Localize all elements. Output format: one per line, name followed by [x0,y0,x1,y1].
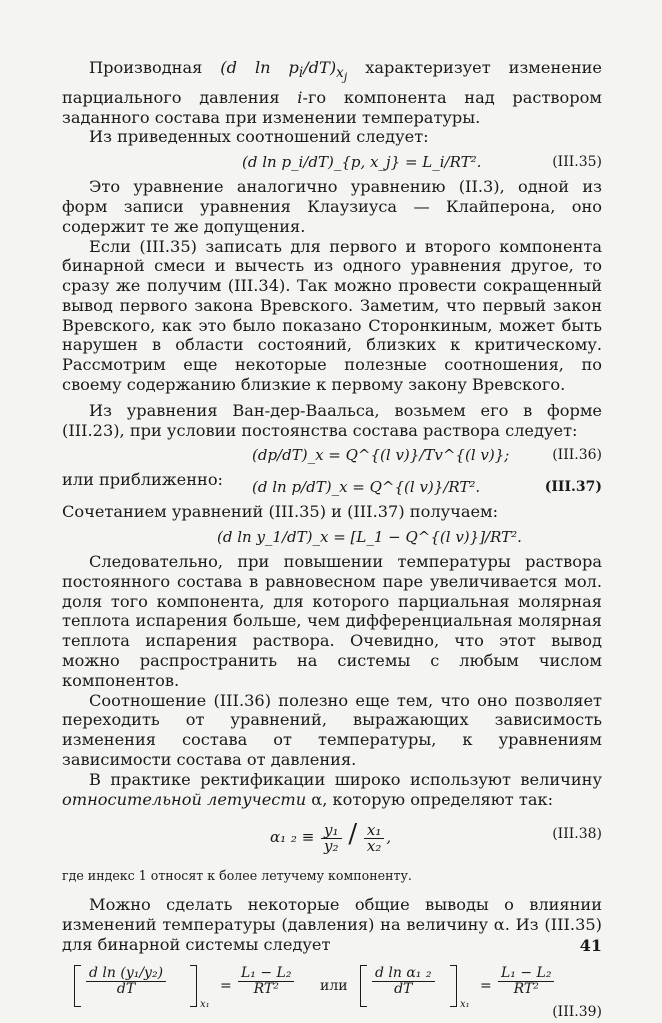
paragraph-van-der-waals: Из уравнения Ван-дер-Ваальса, возьмем его в форме (III.23), при условии постоянства состава раствора следует: [62,400,602,440]
denominator: dT [394,980,413,997]
slash: / [348,819,358,850]
paragraph-relation-36: Соотношение (III.36) полезно еще тем, что оно позволяет переходить от уравнений, выражающих зависимость изменения состава от температуры, к уравнениям зависимости состава от давления. [62,690,602,770]
paragraph-clausius: Это уравнение аналогично уравнению (II.3), одной из форм записи уравнения Клаузиуса — Клайперона, оно содержит те же допущения. [62,177,602,236]
fraction-y [321,820,342,855]
denominator: y₂ [324,836,339,855]
fraction-rhs-2 [498,966,554,997]
right-bracket [450,965,457,1007]
denominator: RT² [253,980,279,997]
inline-formula: (d $\ln p_i/dT)_{x_j}$ [220,58,348,84]
subscript: x₁ [200,998,210,1010]
fraction-lhs-2 [372,966,435,997]
emphasis-term: относительной летучести [62,789,307,809]
conjunction: или [320,977,348,994]
numerator: y₁ [321,823,342,839]
equation-36 [62,442,602,468]
equation-body: (d ln p/dT)_x = Q^{(l v)}/RT². [252,478,481,497]
equation-39 [62,963,602,1021]
text-run: Производная [89,58,221,77]
equation-number: (III.38) [552,826,602,843]
equation-body: α₁ ₂ ≡ $\frac{\text{y₁}}{\text{y₂}}$ / $\frac{\text{x₁}}{\text{x₂}}$ , [270,819,392,855]
equation-number: (III.35) [552,154,602,171]
equation-35 [62,149,602,175]
equation-number: (III.36) [552,447,602,464]
equation-combined [62,524,602,550]
paragraph-conclusions: Можно сделать некоторые общие выводы о влиянии изменений температуры (давления) на величину α. Из (III.35) для бинарной системы следует [62,895,602,955]
paragraph-vrevsky: Если (III.35) записать для первого и второго компонента бинарной смеси и вычесть из одного уравнения другое, то сразу же получим (III.34). Так можно провести сокращенный вывод первого закона Вревского. Заметим, что первый закон Вревского, как это было показано Сторонкиным, может быть нарушен в области состояний, близких к критическому. Рассмотрим еще некоторые полезные соотношения, по своему содержанию близкие к первому закону Вревского. [62,236,602,395]
equation-37 [62,474,602,500]
text-run: В практике ректификации широко используют величину [89,769,602,789]
paragraph-approx: или приближенно: [62,470,224,490]
numerator: x₁ [364,823,384,839]
subscript: x₁ [460,998,470,1010]
denominator: RT² [513,980,539,997]
document-page [62,58,602,1021]
fraction-lhs-1 [86,966,166,997]
paragraph-consequence: Следовательно, при повышении температуры раствора постоянного состава в равновесном паре увеличивается мол. доля того компонента, для которого парциальная молярная теплота испарения больше, чем дифференциальная молярная теплота испарения раствора. Очевидно, что этот вывод можно распространить на системы с любым числом компонентов. [62,552,602,690]
equals-sign: = [220,977,232,994]
equation-38 [62,811,602,857]
paragraph-derivative [62,58,602,127]
paragraph-intro-35: Из приведенных соотношений следует: [89,127,429,147]
equation-number: (III.37) [544,479,602,496]
right-bracket [190,965,197,1007]
paragraph-combination: Сочетанием уравнений (III.35) и (III.37) получаем: [62,502,499,522]
numerator: d ln (y₁/y₂) [86,966,166,982]
left-bracket [74,965,81,1007]
equation-body: (d ln y_1/dT)_x = [L_1 − Q^{(l v)}]/RT². [217,528,522,547]
equation-body: (dp/dT)_x = Q^{(l v)}/Tv^{(l v)}; [252,446,510,465]
equation-lhs: α₁ ₂ ≡ [270,828,315,847]
fraction-x [364,820,384,855]
denominator: dT [116,980,136,997]
inline-index: i [297,87,303,107]
equation-number: (III.39) [552,1003,602,1020]
paragraph-relative-volatility [62,770,602,810]
numerator: L₁ − L₂ [238,966,294,982]
equation-body: (d ln p_i/dT)_{p, x_j} = L_i/RT². [242,153,482,172]
left-bracket [360,965,367,1007]
fraction-rhs-1 [238,966,294,997]
text-run: характеризует изменение парциального давления [62,58,603,107]
numerator: d ln α₁ ₂ [372,966,435,982]
text-run: α, которую определяют так: [306,789,554,809]
denominator: x₂ [366,836,382,855]
equals-sign: = [480,977,492,994]
page-number: 41 [579,936,602,955]
footnote-index: где индекс 1 относят к более летучему компоненту. [62,868,412,884]
numerator: L₁ − L₂ [498,966,554,982]
text-run: -го компонента над раствором заданного состава при изменении температуры. [62,87,602,127]
